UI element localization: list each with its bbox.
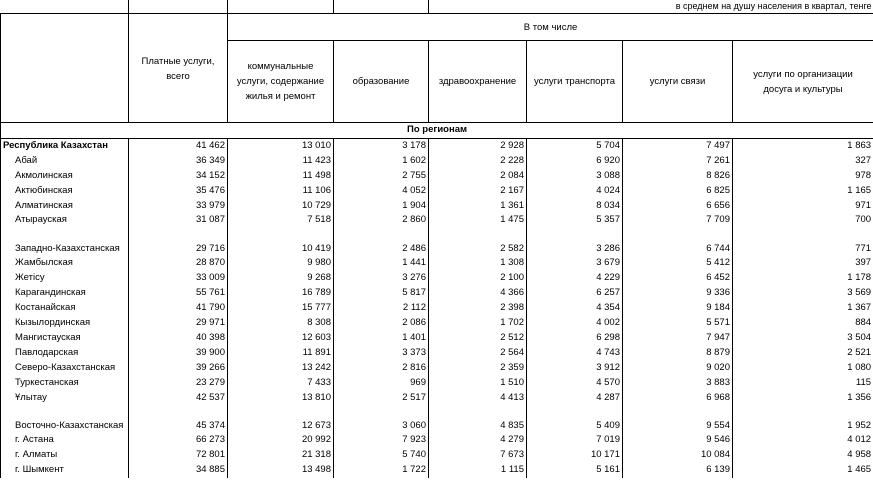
cell-culture: 3 504 [733, 331, 873, 346]
region-name: Ұлытау [1, 391, 129, 406]
region-name: Костанайская [1, 301, 129, 316]
cell-education: 1 401 [334, 331, 429, 346]
cell-transport: 5 409 [527, 405, 623, 433]
cell-utilities: 12 673 [228, 405, 334, 433]
cell-utilities: 11 891 [228, 346, 334, 361]
cell-education: 3 373 [334, 346, 429, 361]
cell-culture: 397 [733, 256, 873, 271]
cell-transport: 3 088 [527, 169, 623, 184]
cell-education: 1 722 [334, 463, 429, 478]
cell-total: 41 790 [129, 301, 228, 316]
cell-utilities: 16 789 [228, 286, 334, 301]
cell-communication: 5 571 [623, 316, 733, 331]
cell-utilities: 8 308 [228, 316, 334, 331]
cell-utilities: 7 518 [228, 213, 334, 228]
cell-culture: 4 012 [733, 433, 873, 448]
cell-health: 2 928 [429, 138, 527, 153]
cell-health: 2 398 [429, 301, 527, 316]
cell-total: 41 462 [129, 138, 228, 153]
header-including: В том числе [228, 14, 873, 41]
region-name: Республика Казахстан [1, 138, 129, 153]
cell-culture: 1 863 [733, 138, 873, 153]
table-row [1, 405, 873, 433]
header-row-1 [1, 14, 873, 41]
cell-communication: 9 554 [623, 405, 733, 433]
region-name: Алматинская [1, 199, 129, 214]
cell-health: 2 359 [429, 361, 527, 376]
cell-health: 4 366 [429, 286, 527, 301]
cell-culture: 2 521 [733, 346, 873, 361]
cell-transport: 6 257 [527, 286, 623, 301]
cell-culture: 4 958 [733, 448, 873, 463]
cell-total: 40 398 [129, 331, 228, 346]
cell-communication: 8 879 [623, 346, 733, 361]
cell-utilities: 21 318 [228, 448, 334, 463]
header-total: Платные услуги, всего [129, 14, 228, 123]
cell-total: 39 900 [129, 346, 228, 361]
cell-total: 42 537 [129, 391, 228, 406]
region-name: Абай [1, 154, 129, 169]
cell-education: 2 517 [334, 391, 429, 406]
cell-education: 5 817 [334, 286, 429, 301]
cell-education: 2 816 [334, 361, 429, 376]
cell-communication: 7 947 [623, 331, 733, 346]
cell-health: 2 512 [429, 331, 527, 346]
cell-transport: 6 920 [527, 154, 623, 169]
cell-communication: 6 825 [623, 184, 733, 199]
unit-row [1, 0, 873, 14]
header-transport: услуги транспорта [527, 41, 623, 123]
table-row [1, 448, 873, 463]
cell-utilities: 11 423 [228, 154, 334, 169]
table-row-total [1, 138, 873, 153]
cell-utilities: 11 498 [228, 169, 334, 184]
cell-utilities: 9 268 [228, 271, 334, 286]
header-communication: услуги связи [623, 41, 733, 123]
cell-culture: 978 [733, 169, 873, 184]
cell-education: 969 [334, 376, 429, 391]
cell-health: 4 279 [429, 433, 527, 448]
cell-total: 34 885 [129, 463, 228, 478]
cell-utilities: 10 729 [228, 199, 334, 214]
cell-transport: 5 161 [527, 463, 623, 478]
table-row [1, 286, 873, 301]
region-name: г. Алматы [1, 448, 129, 463]
cell-health: 4 413 [429, 391, 527, 406]
cell-total: 28 870 [129, 256, 228, 271]
table-row [1, 433, 873, 448]
cell-health: 2 167 [429, 184, 527, 199]
cell-education: 3 276 [334, 271, 429, 286]
cell-health: 7 673 [429, 448, 527, 463]
region-name: Актюбинская [1, 184, 129, 199]
cell-health: 2 564 [429, 346, 527, 361]
section-label: По регионам [1, 123, 873, 139]
cell-total: 36 349 [129, 154, 228, 169]
table-row [1, 316, 873, 331]
table-row [1, 184, 873, 199]
cell-culture: 1 465 [733, 463, 873, 478]
cell-education: 7 923 [334, 433, 429, 448]
cell-communication: 8 826 [623, 169, 733, 184]
cell-communication: 7 497 [623, 138, 733, 153]
cell-communication: 9 546 [623, 433, 733, 448]
cell-total: 45 374 [129, 405, 228, 433]
region-name: Туркестанская [1, 376, 129, 391]
region-name: Мангистауская [1, 331, 129, 346]
cell-culture: 771 [733, 228, 873, 256]
cell-communication: 3 883 [623, 376, 733, 391]
header-health: здравоохранение [429, 41, 527, 123]
cell-culture: 1 952 [733, 405, 873, 433]
cell-communication: 5 412 [623, 256, 733, 271]
cell-total: 66 273 [129, 433, 228, 448]
cell-transport: 7 019 [527, 433, 623, 448]
cell-total: 35 476 [129, 184, 228, 199]
region-name: г. Астана [1, 433, 129, 448]
region-name: Карагандинская [1, 286, 129, 301]
table-row [1, 228, 873, 256]
region-name: Жамбылская [1, 256, 129, 271]
table-row [1, 271, 873, 286]
cell-total: 29 971 [129, 316, 228, 331]
unit-note: в среднем на душу населения в квартал, тенге [675, 1, 872, 11]
table-row [1, 154, 873, 169]
cell-utilities: 10 419 [228, 228, 334, 256]
cell-total: 55 761 [129, 286, 228, 301]
cell-health: 1 361 [429, 199, 527, 214]
cell-education: 3 178 [334, 138, 429, 153]
cell-total: 31 087 [129, 213, 228, 228]
cell-education: 2 086 [334, 316, 429, 331]
cell-health: 1 510 [429, 376, 527, 391]
cell-transport: 5 357 [527, 213, 623, 228]
region-name: Акмолинская [1, 169, 129, 184]
header-education: образование [334, 41, 429, 123]
cell-total: 29 716 [129, 228, 228, 256]
cell-total: 33 009 [129, 271, 228, 286]
cell-communication: 6 139 [623, 463, 733, 478]
cell-health: 1 115 [429, 463, 527, 478]
region-name: Кызылординская [1, 316, 129, 331]
cell-health: 2 100 [429, 271, 527, 286]
cell-transport: 6 298 [527, 331, 623, 346]
cell-utilities: 13 810 [228, 391, 334, 406]
table-row [1, 301, 873, 316]
cell-culture: 1 178 [733, 271, 873, 286]
cell-utilities: 7 433 [228, 376, 334, 391]
cell-culture: 3 569 [733, 286, 873, 301]
cell-education: 2 486 [334, 228, 429, 256]
cell-utilities: 13 242 [228, 361, 334, 376]
cell-culture: 1 356 [733, 391, 873, 406]
cell-utilities: 20 992 [228, 433, 334, 448]
cell-health: 2 582 [429, 228, 527, 256]
cell-total: 72 801 [129, 448, 228, 463]
cell-education: 1 602 [334, 154, 429, 169]
table-row [1, 391, 873, 406]
cell-education: 1 904 [334, 199, 429, 214]
cell-transport: 4 229 [527, 271, 623, 286]
table-row [1, 361, 873, 376]
cell-communication: 6 452 [623, 271, 733, 286]
cell-communication: 10 084 [623, 448, 733, 463]
cell-communication: 7 709 [623, 213, 733, 228]
cell-culture: 971 [733, 199, 873, 214]
region-name: Жетісу [1, 271, 129, 286]
cell-utilities: 11 106 [228, 184, 334, 199]
region-name: г. Шымкент [1, 463, 129, 478]
cell-transport: 3 286 [527, 228, 623, 256]
cell-total: 23 279 [129, 376, 228, 391]
cell-health: 1 308 [429, 256, 527, 271]
region-name: Западно-Казахстанская [1, 228, 129, 256]
cell-total: 39 266 [129, 361, 228, 376]
cell-education: 5 740 [334, 448, 429, 463]
cell-communication: 7 261 [623, 154, 733, 169]
cell-culture: 115 [733, 376, 873, 391]
cell-transport: 4 743 [527, 346, 623, 361]
cell-communication: 9 184 [623, 301, 733, 316]
cell-total: 34 152 [129, 169, 228, 184]
cell-utilities: 9 980 [228, 256, 334, 271]
table-row [1, 169, 873, 184]
cell-transport: 3 679 [527, 256, 623, 271]
cell-education: 1 441 [334, 256, 429, 271]
table-row [1, 256, 873, 271]
cell-utilities: 13 498 [228, 463, 334, 478]
region-name: Северо-Казахстанская [1, 361, 129, 376]
header-culture: услуги по организации досуга и культуры [733, 41, 873, 123]
cell-education: 2 112 [334, 301, 429, 316]
cell-health: 2 084 [429, 169, 527, 184]
cell-health: 1 475 [429, 213, 527, 228]
cell-health: 4 835 [429, 405, 527, 433]
cell-transport: 8 034 [527, 199, 623, 214]
region-name: Павлодарская [1, 346, 129, 361]
cell-transport: 4 287 [527, 391, 623, 406]
cell-transport: 10 171 [527, 448, 623, 463]
cell-health: 1 702 [429, 316, 527, 331]
cell-culture: 884 [733, 316, 873, 331]
cell-utilities: 12 603 [228, 331, 334, 346]
cell-transport: 4 570 [527, 376, 623, 391]
header-utilities: коммунальные услуги, содержание жилья и ремонт [228, 41, 334, 123]
table-row [1, 463, 873, 478]
cell-utilities: 13 010 [228, 138, 334, 153]
cell-education: 3 060 [334, 405, 429, 433]
table-row [1, 199, 873, 214]
cell-transport: 4 002 [527, 316, 623, 331]
cell-total: 33 979 [129, 199, 228, 214]
cell-culture: 1 165 [733, 184, 873, 199]
region-name: Восточно-Казахстанская [1, 405, 129, 433]
cell-communication: 9 336 [623, 286, 733, 301]
table-row [1, 376, 873, 391]
cell-culture: 1 367 [733, 301, 873, 316]
cell-communication: 6 744 [623, 228, 733, 256]
cell-education: 4 052 [334, 184, 429, 199]
cell-transport: 5 704 [527, 138, 623, 153]
cell-culture: 327 [733, 154, 873, 169]
cell-culture: 700 [733, 213, 873, 228]
cell-communication: 9 020 [623, 361, 733, 376]
section-row [1, 123, 873, 139]
cell-communication: 6 968 [623, 391, 733, 406]
cell-culture: 1 080 [733, 361, 873, 376]
table-row [1, 331, 873, 346]
cell-education: 2 755 [334, 169, 429, 184]
cell-transport: 4 354 [527, 301, 623, 316]
table-row [1, 213, 873, 228]
cell-transport: 3 912 [527, 361, 623, 376]
cell-utilities: 15 777 [228, 301, 334, 316]
cell-health: 2 228 [429, 154, 527, 169]
cell-transport: 4 024 [527, 184, 623, 199]
cell-education: 2 860 [334, 213, 429, 228]
table-row [1, 346, 873, 361]
region-name: Атырауская [1, 213, 129, 228]
cell-communication: 6 656 [623, 199, 733, 214]
